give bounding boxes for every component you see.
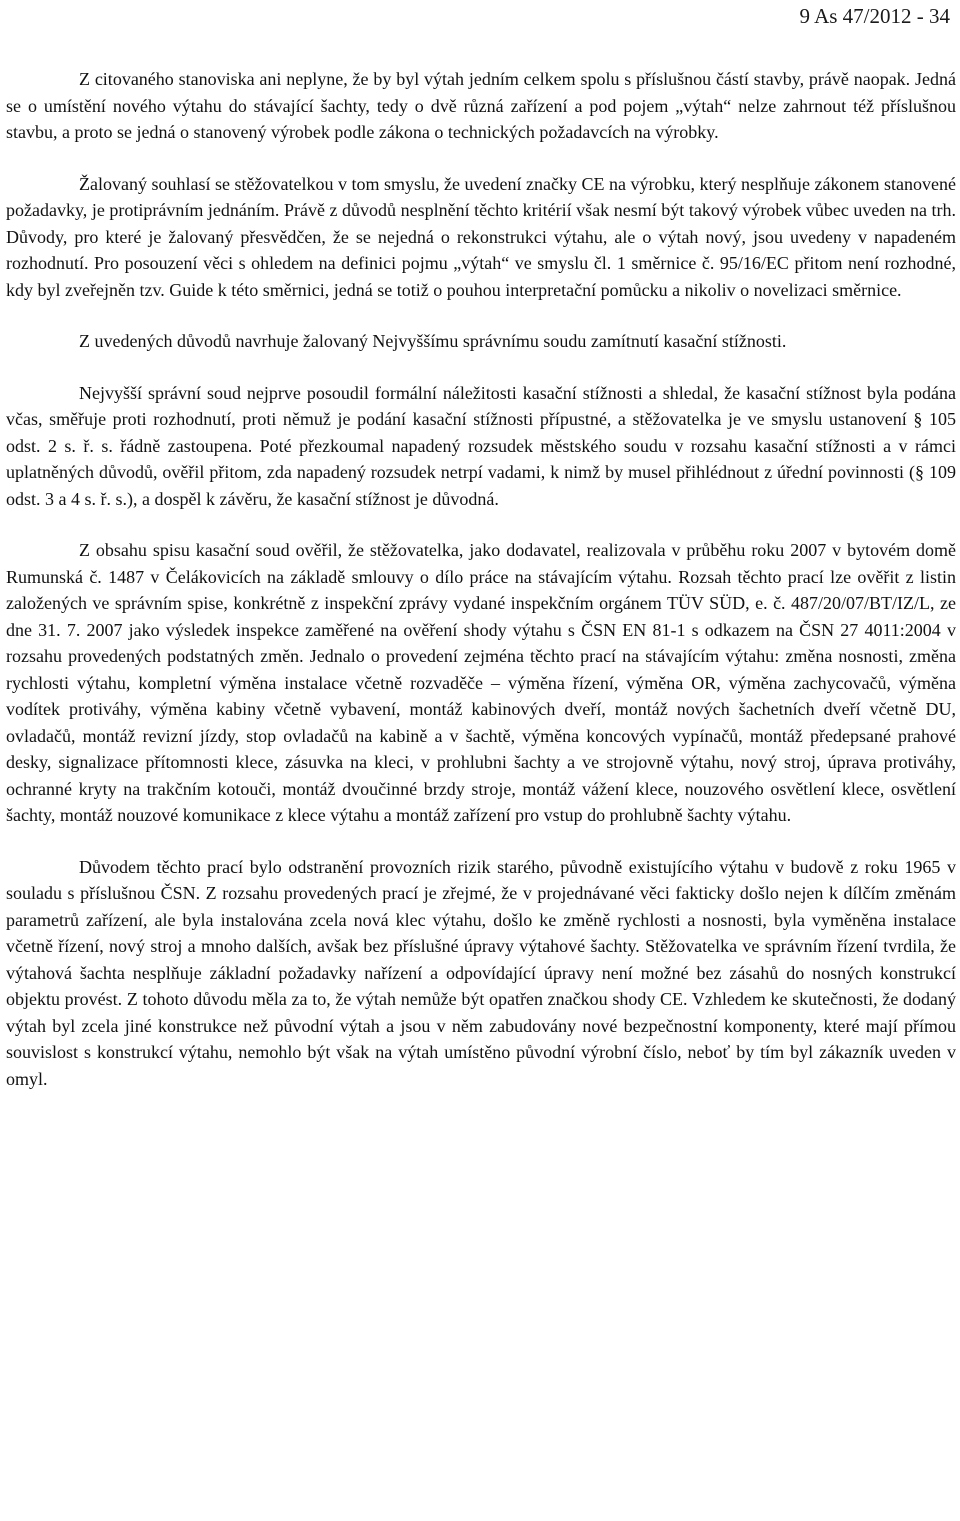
case-number: 9 As 47/2012 - 34: [799, 4, 950, 28]
paragraph-navrh-zamitnuti: Z uvedených důvodů navrhuje žalovaný Nejvyššímu správnímu soudu zamítnutí kasační stížnosti.: [79, 331, 787, 351]
document-body: [6, 66, 956, 1092]
paragraph-zalovany-souhlasi: Žalovaný souhlasí se stěžovatelkou v tom smyslu, že uvedení značky CE na výrobku, který nesplňuje zákonem stanovené požadavky, je protiprávním jednáním. Právě z důvodů nesplnění těchto kritérií však nesmí být takový výrobek vůbec uveden na trh. Důvody, pro které je žalovaný přesvědčen, že se nejedná o rekonstrukci výtahu, ale o výtah nový, jsou uvedeny v napadeném rozhodnutí. Pro posouzení věci s ohledem na definici pojmu „výtah“ ve smyslu čl. 1 směrnice č. 95/16/EC přitom není rozhodné, kdy byl zveřejněn tzv. Guide k této směrnici, jedná se totiž o pouhou interpretační pomůcku a nikoliv o novelizaci směrnice.: [6, 173, 956, 300]
paragraph-formalni-nalezitosti: Nejvyšší správní soud nejprve posoudil formální náležitosti kasační stížnosti a shledal, že kasační stížnost byla podána včas, směřuje proti rozhodnutí, proti němuž je podání kasační stížnosti přípustné, a stěžovatelka je ve smyslu ustanovení § 105 odst. 2 s. ř. s. řádně zastoupena. Poté přezkoumal napadený rozsudek městského soudu v rozsahu kasační stížnosti a v rámci uplatněných důvodů, ověřil přitom, zda napadený rozsudek netrpí vadami, k nimž by musel přihlédnout z úřední povinnosti (§ 109 odst. 3 a 4 s. ř. s.), a dospěl k závěru, že kasační stížnost je důvodná.: [6, 382, 956, 509]
paragraph-stanovisko: Z citovaného stanoviska ani neplyne, že by byl výtah jedním celkem spolu s příslušnou částí stavby, právě naopak. Jedná se o umístění nového výtahu do stávající šachty, tedy o dvě různá zařízení a pod pojem „výtah“ nelze zahrnout též příslušnou stavbu, a proto se jedná o stanovený výrobek podle zákona o technických požadavcích na výrobky.: [6, 69, 956, 142]
paragraph-obsah-spisu: Z obsahu spisu kasační soud ověřil, že stěžovatelka, jako dodavatel, realizovala v průběhu roku 2007 v bytovém domě Rumunská č. 1487 v Čelákovicích na základě smlouvy o dílo práce na stávajícím výtahu. Rozsah těchto prací lze ověřit z listin založených ve správním spise, konkrétně z inspekční zprávy vydané inspekčním orgánem TÜV SÜD, e. č. 487/20/07/BT/IZ/L, ze dne 31. 7. 2007 jako výsledek inspekce zaměřené na ověření shody výtahu s ČSN EN 81-1 s odkazem na ČSN 27 4011:2004 v rozsahu provedených podstatných změn. Jednalo o provedení zejména těchto prací na stávajícím výtahu: změna nosnosti, změna rychlosti výtahu, kompletní výměna instalace včetně rozvaděče – výměna řízení, výměna OR, výměna zachycovačů, výměna vodítek protiváhy, výměna kabiny včetně vybavení, montáž kabinových dveří, montáž nových šachetních dveří včetně DU, ovladačů, montáž revizní jízdy, stop ovladačů na kabině a v šachtě, výměna koncových vypínačů, montáž předepsané prahové desky, signalizace přítomnosti klece, zásuvka na kleci, v prohlubni šachty a ve strojovně výtahu, nový stroj, úprava protiváhy, ochranné kryty na trakčním kotouči, montáž dvoučinné brzdy stroje, montáž vážení klece, nouzového osvětlení klece, osvětlení šachty, montáž nouzové komunikace z klece výtahu a montáž zařízení pro vstup do prohlubně šachty výtahu.: [6, 540, 956, 825]
paragraph-duvod-praci: Důvodem těchto prací bylo odstranění provozních rizik starého, původně existujícího výtahu v budově z roku 1965 v souladu s příslušnou ČSN. Z rozsahu provedených prací je zřejmé, že v projednávané věci fakticky došlo nejen k dílčím změnám parametrů zařízení, ale byla instalována zcela nová klec výtahu, došlo ke změně rychlosti a nosnosti, byla vyměněna instalace včetně řízení, nový stroj a mnoho dalších, avšak bez příslušné úpravy výtahové šachty. Stěžovatelka ve správním řízení tvrdila, že výtahová šachta nesplňuje základní požadavky nařízení a odpovídající úpravy není možné bez zásahů do nosných konstrukcí objektu provést. Z tohoto důvodu měla za to, že výtah nemůže být opatřen značkou shody CE. Vzhledem ke skutečnosti, že dodaný výtah byl zcela jiné konstrukce než původní výtah a jsou v něm zabudovány nové bezpečnostní komponenty, které mají přímou souvislost s konstrukcí výtahu, nemohlo být však na výtah umístěno původní výrobní číslo, neboť by tím byl zákazník uveden v omyl.: [6, 856, 956, 1089]
